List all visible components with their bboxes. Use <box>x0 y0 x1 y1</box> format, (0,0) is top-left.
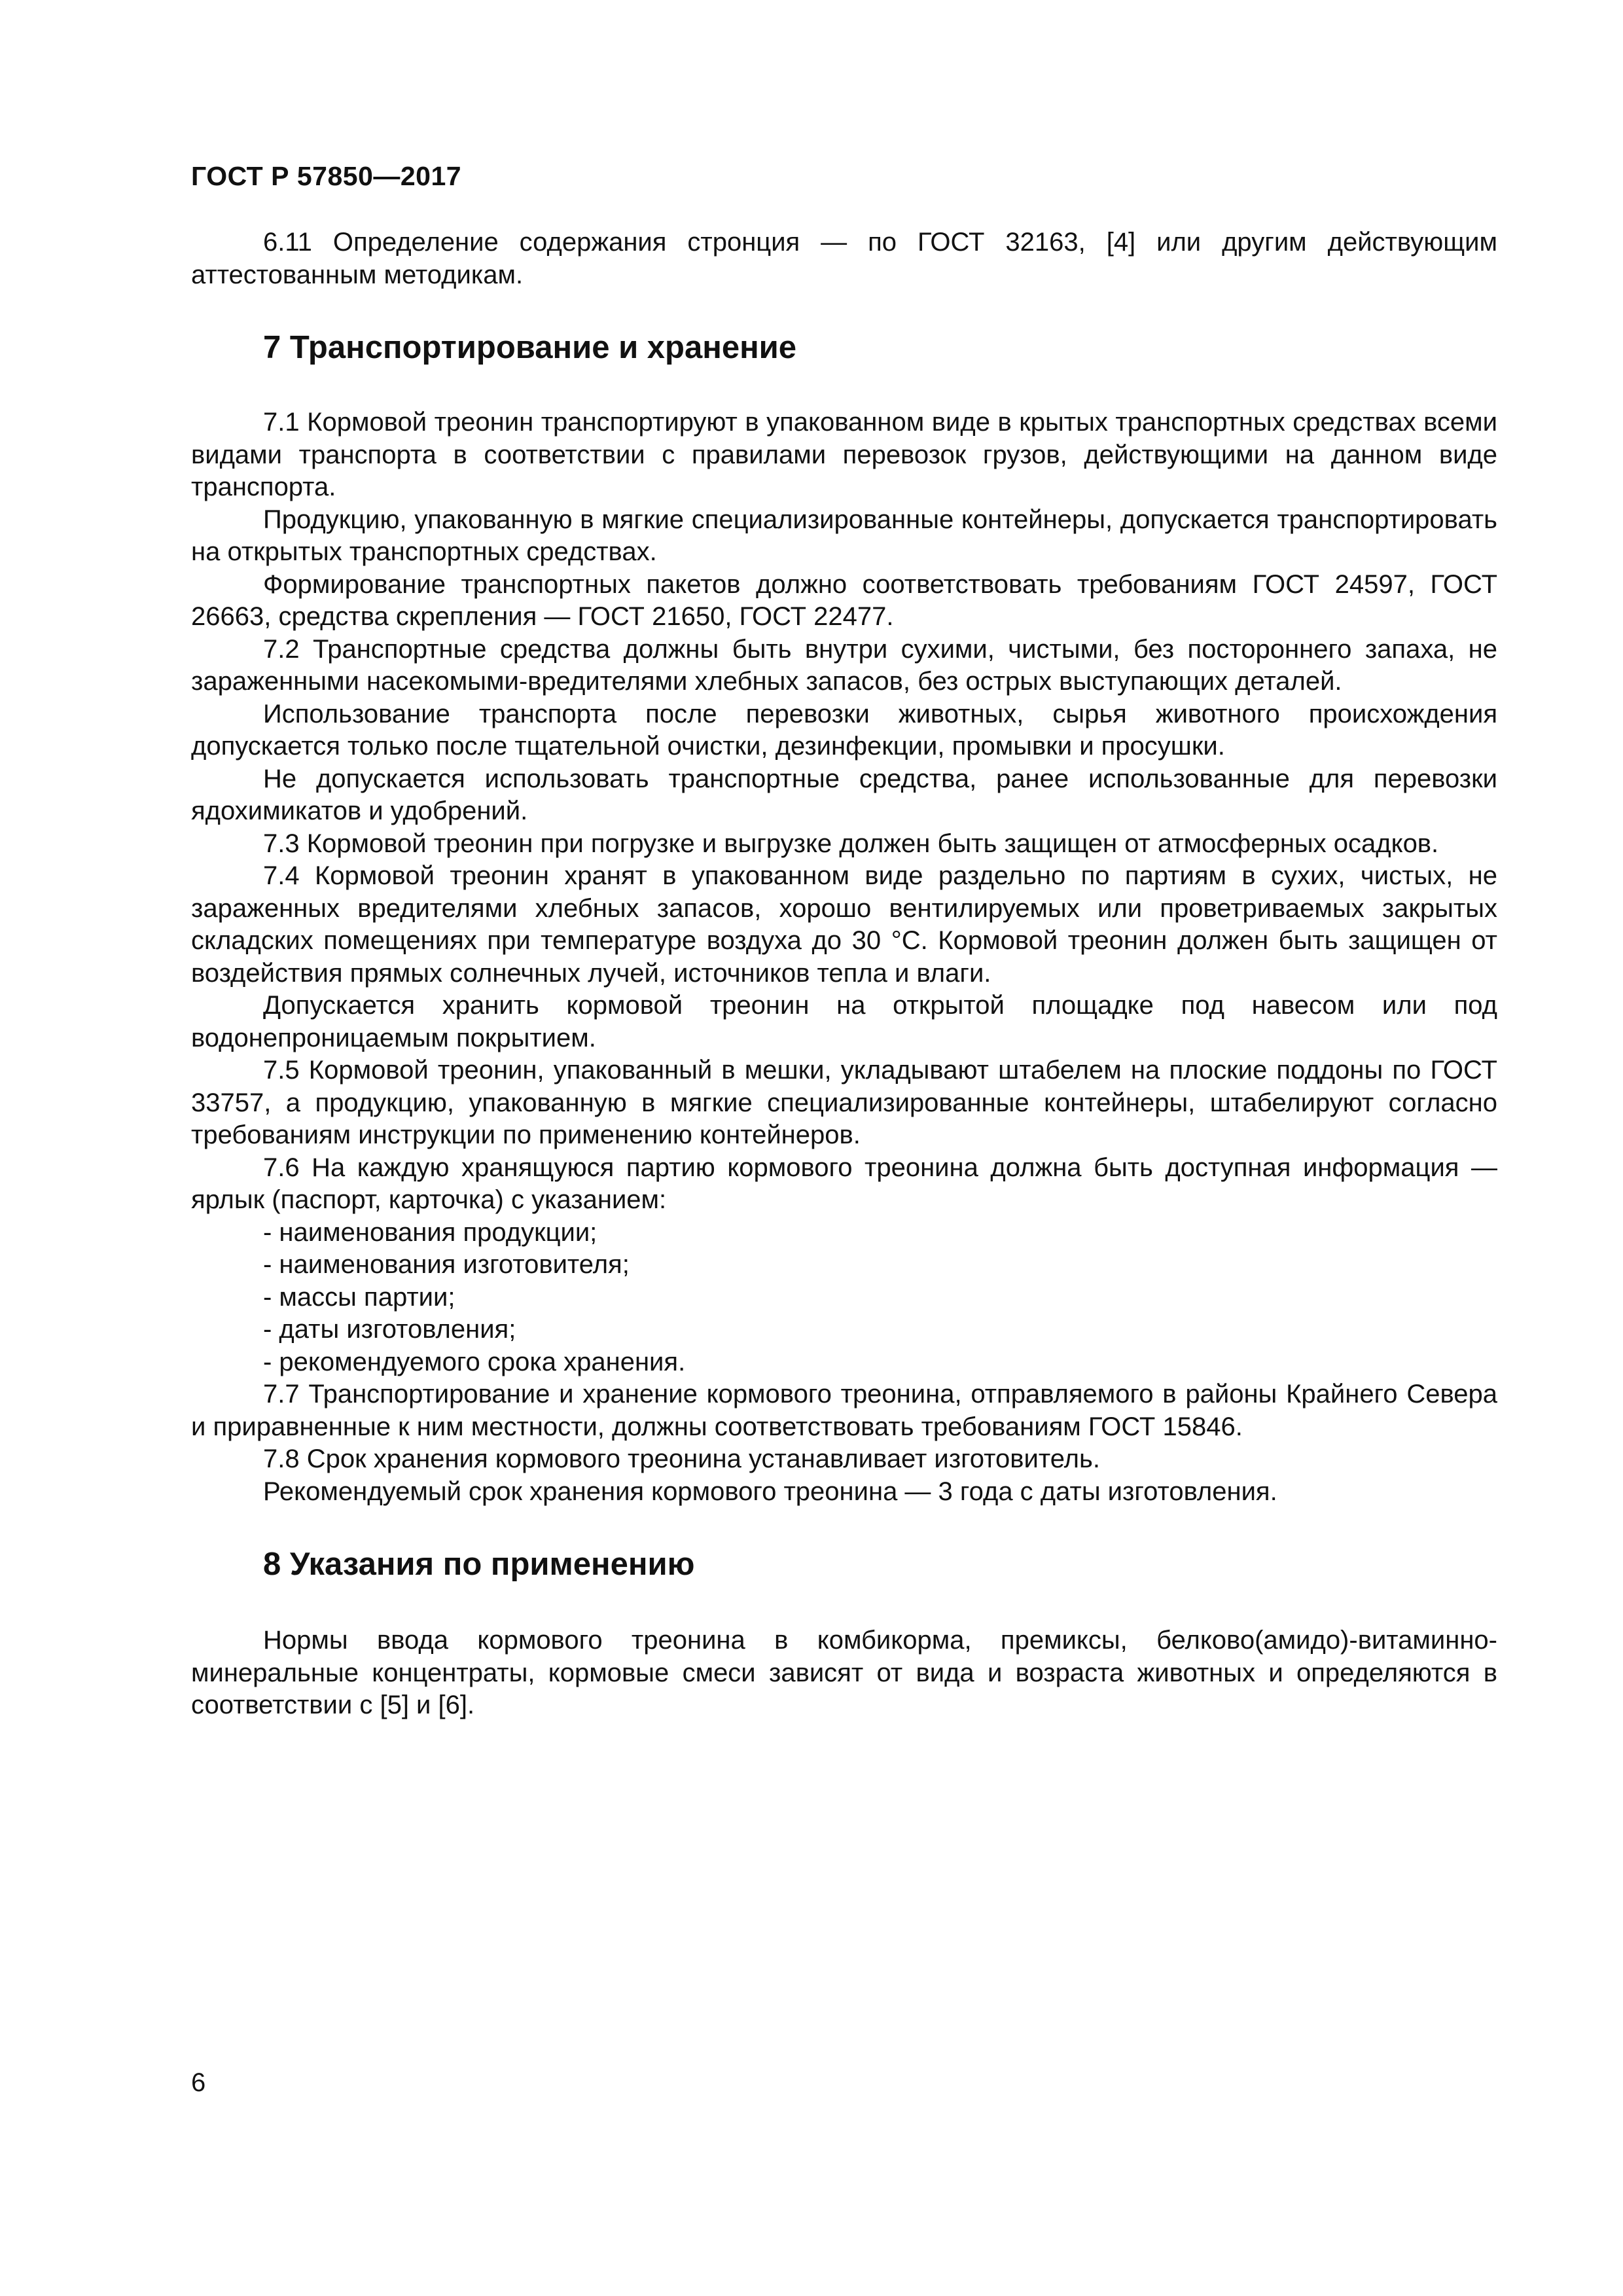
section-7-title: 7 Транспортирование и хранение <box>263 330 797 365</box>
paragraph: Рекомендуемый срок хранения кормового треонина — 3 года с даты изготовления. <box>263 1477 1277 1506</box>
paragraph: Допускается хранить кормовой треонин на открытой площадке под навесом или под водонепроницаемым покрытием. <box>191 991 1497 1052</box>
list-item: - даты изготовления; <box>263 1315 516 1344</box>
paragraph: 7.5 Кормовой треонин, упакованный в мешки, укладывают штабелем на плоские поддоны по ГОСТ 33757, а продукцию, упакованную в мягкие специализированные контейнеры, штабелируют согласно требованиям инструкции по применению контейнеров. <box>191 1056 1497 1149</box>
paragraph: 7.8 Срок хранения кормового треонина устанавливает изготовитель. <box>263 1444 1100 1473</box>
list-item: - рекомендуемого срока хранения. <box>263 1347 686 1376</box>
paragraph: Использование транспорта после перевозки животных, сырья животного происхождения допускается только после тщательной очистки, дезинфекции, промывки и просушки. <box>191 699 1497 761</box>
list-item: - наименования изготовителя; <box>263 1250 630 1279</box>
paragraph: Не допускается использовать транспортные средства, ранее использованные для перевозки ядохимикатов и удобрений. <box>191 764 1497 825</box>
document-header: ГОСТ Р 57850—2017 <box>191 161 462 191</box>
paragraph: 7.6 На каждую хранящуюся партию кормового треонина должна быть доступная информация — ярлык (паспорт, карточка) с указанием: <box>191 1153 1497 1214</box>
paragraph: 7.2 Транспортные средства должны быть внутри сухими, чистыми, без постороннего запаха, не зараженными насекомыми-вредителями хлебных запасов, без острых выступающих деталей. <box>191 634 1497 696</box>
document-body <box>191 226 1497 1722</box>
paragraph: Формирование транспортных пакетов должно соответствовать требованиям ГОСТ 24597, ГОСТ 26663, средства скрепления — ГОСТ 21650, ГОСТ 22477. <box>191 569 1497 631</box>
paragraph: Нормы ввода кормового треонина в комбикорма, премиксы, белково(амидо)-витаминно-минеральные концентраты, кормовые смеси зависят от вида и возраста животных и определяются в соответствии с [5] и [6]. <box>191 1626 1497 1719</box>
paragraph-6-11: 6.11 Определение содержания стронция — по ГОСТ 32163, [4] или другим действующим аттестованным методикам. <box>191 228 1497 289</box>
paragraph: 7.4 Кормовой треонин хранят в упакованном виде раздельно по партиям в сухих, чистых, не зараженных вредителями хлебных запасов, хорошо вентилируемых или проветриваемых закрытых складских помещениях при температуре воздуха до 30 °С. Кормовой треонин должен быть защищен от воздействия прямых солнечных лучей, источников тепла и влаги. <box>191 861 1497 988</box>
list-item: - наименования продукции; <box>263 1217 597 1247</box>
section-8-title: 8 Указания по применению <box>263 1547 695 1582</box>
paragraph: 7.7 Транспортирование и хранение кормового треонина, отправляемого в районы Крайнего Севера и приравненные к ним местности, должны соответствовать требованиям ГОСТ 15846. <box>191 1380 1497 1441</box>
paragraph: Продукцию, упакованную в мягкие специализированные контейнеры, допускается транспортировать на открытых транспортных средствах. <box>191 505 1497 566</box>
page-number: 6 <box>191 2068 206 2097</box>
paragraph: 7.1 Кормовой треонин транспортируют в упакованном виде в крытых транспортных средствах всеми видами транспорта в соответствии с правилами перевозок грузов, действующими на данном виде транспорта. <box>191 408 1497 501</box>
paragraph: 7.3 Кормовой треонин при погрузке и выгрузке должен быть защищен от атмосферных осадков. <box>263 829 1439 858</box>
list-item: - массы партии; <box>263 1282 455 1312</box>
